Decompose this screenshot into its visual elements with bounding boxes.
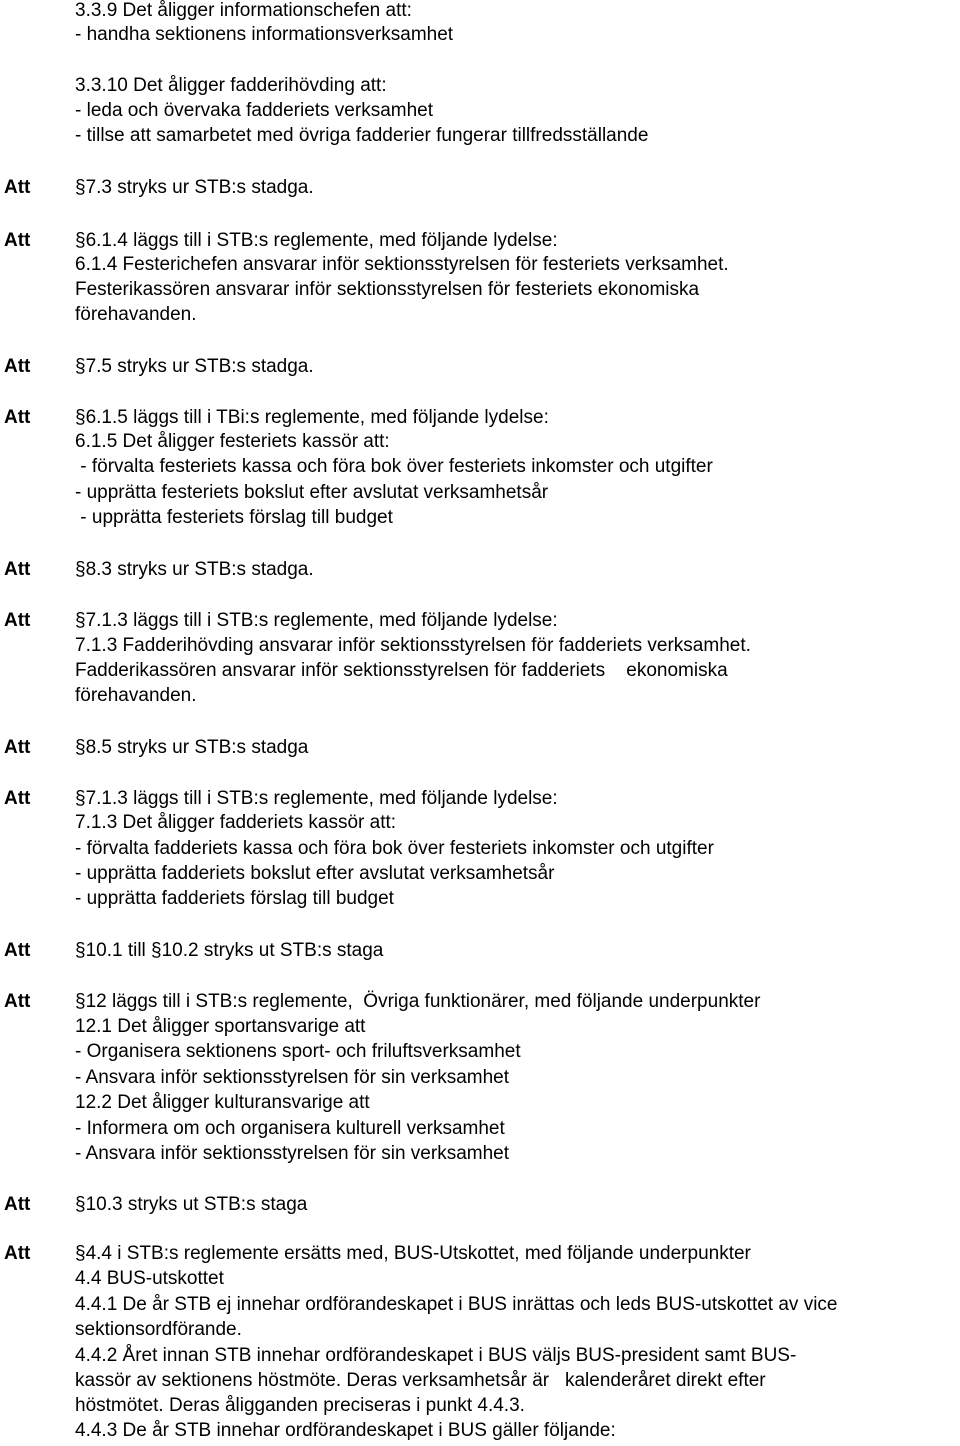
text-line: §8.5 stryks ur STB:s stadga [75,737,309,758]
text-line: - förvalta festeriets kassa och föra bok över festeriets inkomster och utgifter [75,456,713,477]
text-line: 3.3.10 Det åligger fadderihövding att: [75,75,387,96]
text-line: 12.2 Det åligger kulturansvarige att [75,1092,370,1113]
text-line: §6.1.4 läggs till i STB:s reglemente, med följande lydelse: [75,230,558,251]
att-label: Att [4,177,31,198]
text-line: §7.5 stryks ur STB:s stadga. [75,356,314,377]
att-label: Att [4,356,31,377]
text-line: 4.4.1 De år STB ej innehar ordförandeskapet i BUS inrättas och leds BUS-utskottet av vice [75,1294,838,1315]
text-line: 4.4.2 Året innan STB innehar ordförandeskapet i BUS väljs BUS-president samt BUS- [75,1345,797,1366]
att-label: Att [4,940,31,961]
text-line: 3.3.9 Det åligger informationschefen att: [75,0,412,21]
text-line: - Ansvara inför sektionsstyrelsen för sin verksamhet [75,1067,510,1088]
text-line: 4.4.3 De år STB innehar ordförandeskapet i BUS gäller följande: [75,1420,616,1441]
text-line: förehavanden. [75,685,197,706]
att-label: Att [4,1194,31,1215]
text-line: - förvalta fadderiets kassa och föra bok över festeriets inkomster och utgifter [75,838,714,859]
text-line: 6.1.5 Det åligger festeriets kassör att: [75,431,390,452]
text-line: §6.1.5 läggs till i TBi:s reglemente, med följande lydelse: [75,407,549,428]
text-line: höstmötet. Deras åligganden preciseras i punkt 4.4.3. [75,1395,525,1416]
text-line: - upprätta festeriets bokslut efter avslutat verksamhetsår [75,482,549,503]
text-line: Fadderikassören ansvarar inför sektionsstyrelsen för fadderiets ekonomiska [75,660,728,681]
text-line: 7.1.3 Fadderihövding ansvarar inför sektionsstyrelsen för fadderiets verksamhet. [75,635,751,656]
text-line: §7.1.3 läggs till i STB:s reglemente, med följande lydelse: [75,610,558,631]
text-line: §10.1 till §10.2 stryks ut STB:s staga [75,940,384,961]
att-label: Att [4,230,31,251]
text-line: §10.3 stryks ut STB:s staga [75,1194,308,1215]
text-line: kassör av sektionens höstmöte. Deras verksamhetsår är kalenderåret direkt efter [75,1370,766,1391]
text-line: - leda och övervaka fadderiets verksamhet [75,100,434,121]
text-line: §7.3 stryks ur STB:s stadga. [75,177,314,198]
text-line: 6.1.4 Festerichefen ansvarar inför sektionsstyrelsen för festeriets verksamhet. [75,254,729,275]
text-line: §12 läggs till i STB:s reglemente, Övriga funktionärer, med följande underpunkter [75,991,761,1012]
text-line: - Informera om och organisera kulturell verksamhet [75,1118,505,1139]
att-label: Att [4,1243,31,1264]
text-line: §8.3 stryks ur STB:s stadga. [75,559,314,580]
text-line: 12.1 Det åligger sportansvarige att [75,1016,366,1037]
text-line: §4.4 i STB:s reglemente ersätts med, BUS-Utskottet, med följande underpunkter [75,1243,751,1264]
att-label: Att [4,991,31,1012]
text-line: - Organisera sektionens sport- och friluftsverksamhet [75,1041,521,1062]
att-label: Att [4,559,31,580]
text-line: - tillse att samarbetet med övriga fadderier fungerar tillfredsställande [75,125,649,146]
att-label: Att [4,788,31,809]
text-line: 4.4 BUS-utskottet [75,1268,224,1289]
att-label: Att [4,737,31,758]
text-line: Festerikassören ansvarar inför sektionsstyrelsen för festeriets ekonomiska [75,279,700,300]
text-line: - upprätta fadderiets förslag till budget [75,888,394,909]
text-line: 7.1.3 Det åligger fadderiets kassör att: [75,812,397,833]
att-label: Att [4,407,31,428]
att-label: Att [4,610,31,631]
text-line: §7.1.3 läggs till i STB:s reglemente, med följande lydelse: [75,788,558,809]
text-line: - handha sektionens informationsverksamhet [75,24,454,45]
text-line: - upprätta festeriets förslag till budget [75,507,393,528]
text-line: förehavanden. [75,304,197,325]
text-line: - Ansvara inför sektionsstyrelsen för sin verksamhet [75,1143,510,1164]
text-line: sektionsordförande. [75,1319,242,1340]
text-line: - upprätta fadderiets bokslut efter avslutat verksamhetsår [75,863,555,884]
